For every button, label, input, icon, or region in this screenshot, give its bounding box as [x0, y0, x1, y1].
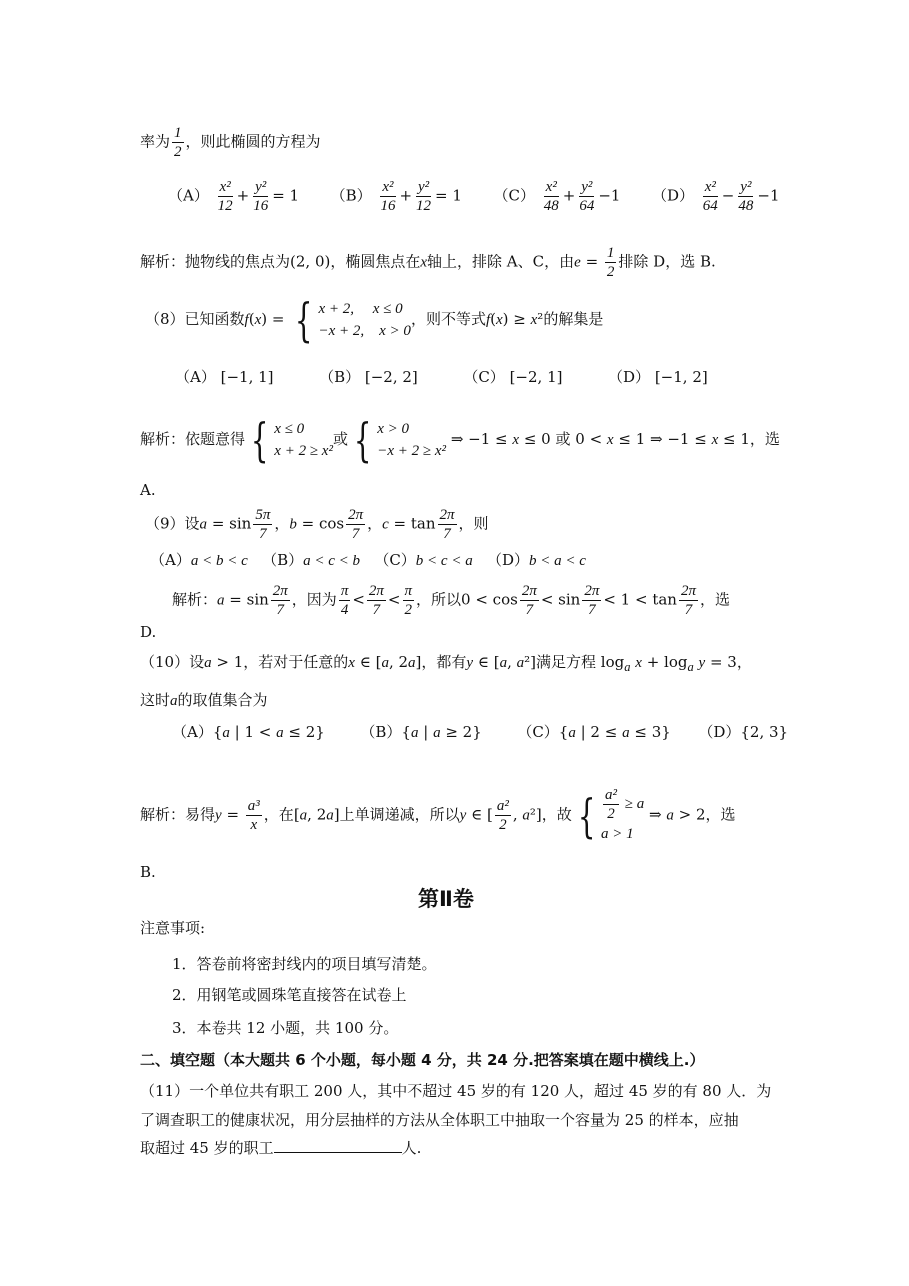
part2-item-1: 1．答卷前将密封线内的项目填写清楚。: [172, 955, 437, 973]
q8-analysis: 解析：依题意得 { x ≤ 0 x + 2 ≥ x² 或 { x > 0 −x + 2 ≥ x² ⇒ −1 ≤ x ≤ 0 或 0 < x ≤ 1 ⇒ −1 ≤ x ≤ 1，选: [140, 413, 780, 467]
q11-line-3: 取超过 45 岁的职工 人.: [140, 1139, 422, 1157]
q10-answer: B.: [140, 863, 156, 881]
q8-options: （A） [−1, 1] （B） [−2, 2] （C） [−2, 1] （D） [−1, 2]: [175, 368, 708, 386]
q10-analysis: 解析：易得y = $\frac{\text{a³}}{x}$ ，在[a, 2a]上单调递减，所以y ∈ [ $\frac{\text{a²}}{2}$ , a²]，故 { $\frac{\text{a²}}{2}$ ≥ a a > 1 ⇒ a > 2，选: [140, 787, 736, 843]
q8-stem: （8）已知函数f(x) = { x + 2, x ≤ 0 −x + 2, x > 0 ，则不等式f(x) ≥ x²的解集是: [145, 293, 604, 347]
q7-stem: 率为 $\frac{1}{2}$ ，则此椭圆的方程为: [140, 125, 321, 160]
q10-stem-line2: 这时a的取值集合为: [140, 691, 268, 709]
fraction: $\frac{1}{2}$: [174, 125, 182, 160]
answer-blank[interactable]: [274, 1138, 402, 1153]
q8-answer: A.: [140, 481, 156, 499]
q7-options: （A） $\frac{\text{x²}}{12}$ + $\frac{\text{y²}}{16}$ = 1 （B） $\frac{\text{x²}}{16}$ + $\frac{\text{y²}}{12}$ = 1 （C） $\frac{\text{x²}}{48}$ + $\frac{\text{y²}}{64}$ −1 （D） $\frac{\text{x²}}{64}$ − $\frac{\text{y²}}{48}$ −1: [168, 179, 780, 214]
q9-analysis: 解析：a = sin $\frac{2\pi}{7}$ ，因为 $\frac{\pi}{4}$ < $\frac{2\pi}{7}$ < $\frac{\pi}{2}$ ，所以0 < cos $\frac{2\pi}{7}$ < sin $\frac{2\pi}{7}$ < 1 < tan $\frac{2\pi}{7}$ ，选: [172, 583, 730, 618]
q10-options: （A）{a | 1 < a ≤ 2} （B）{a | a ≥ 2} （C）{a | 2 ≤ a ≤ 3} （D）{2, 3}: [172, 723, 789, 741]
part2-title: 第Ⅱ卷: [418, 887, 474, 911]
part2-item-2: 2．用钢笔或圆珠笔直接答在试卷上: [172, 986, 407, 1004]
section-heading: 二、填空题（本大题共 6 个小题，每小题 4 分，共 24 分.把答案填在题中横线上.）: [140, 1051, 705, 1069]
q9-answer: D.: [140, 623, 157, 641]
q9-options: （A）a < b < c （B）a < c < b （C）b < c < a （D）b < a < c: [150, 551, 586, 569]
q11-line-2: 了调查职工的健康状况，用分层抽样的方法从全体职工中抽取一个容量为 25 的样本，应抽: [140, 1111, 739, 1129]
part2-item-3: 3．本卷共 12 小题，共 100 分。: [172, 1019, 399, 1037]
q9-stem: （9）设a = sin $\frac{5\pi}{7}$ ，b = cos $\frac{2\pi}{7}$ ，c = tan $\frac{2\pi}{7}$ ，则: [145, 507, 489, 542]
q10-stem: （10）设a > 1，若对于任意的x ∈ [a, 2a]，都有y ∈ [a, a²]满足方程 $\log_a x + \log_a y = 3$，: [140, 653, 752, 674]
q11-line-1: （11）一个单位共有职工 200 人，其中不超过 45 岁的有 120 人，超过 45 岁的有 80 人．为: [140, 1082, 772, 1100]
part2-notice: 注意事项:: [140, 919, 206, 937]
q7-analysis: 解析：抛物线的焦点为(2, 0)，椭圆焦点在x轴上，排除 A、C，由e = $\frac{1}{2}$ 排除 D，选 B.: [140, 245, 716, 280]
